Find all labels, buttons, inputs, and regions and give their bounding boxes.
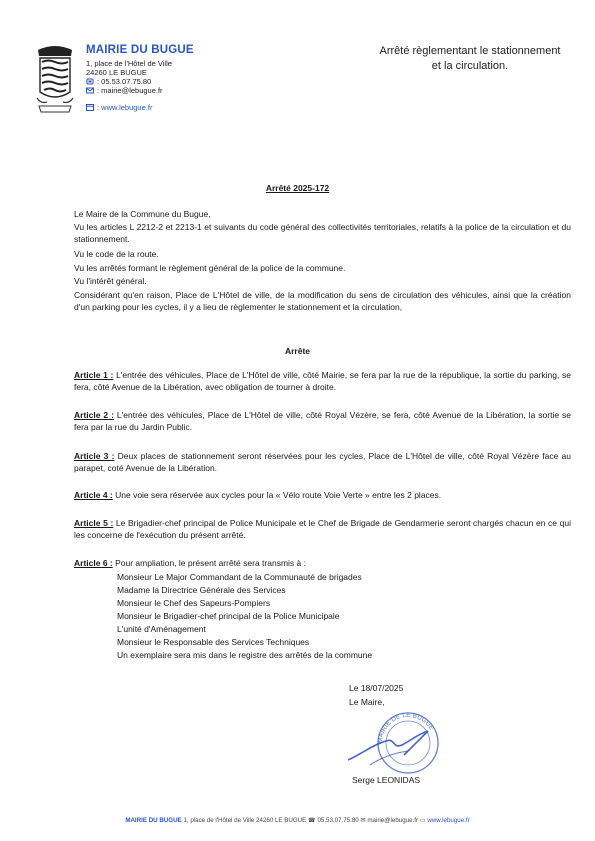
address-line-1: 1, place de l'Hôtel de Ville bbox=[86, 59, 172, 68]
article-1-text: L'entrée des véhicules, Place de L'Hôtel de ville, côté Mairie, se fera par la rue de la république, la sortie du parking, se fera, côté Avenue de la Libération, avec obligation de tourner à droite. bbox=[74, 370, 571, 392]
email-address[interactable]: : mairie@lebugue.fr bbox=[97, 86, 163, 95]
article-3-text: Deux places de stationnement seront réservées pour les cycles, Place de L'Hôtel de ville, côté Royal Vézère face au parapet, coté Avenue de la Libération. bbox=[74, 451, 571, 473]
phone-line bbox=[86, 77, 151, 86]
footer: MAIRIE DU BUGUE 1, place de l'Hôtel de Ville 24260 LE BUGUE ☎ 05.53.07.75.80 ✉ mairie@lebugue.fr ▭ www.lebugue.fr bbox=[125, 817, 470, 824]
footer-brand: MAIRIE DU BUGUE bbox=[125, 817, 182, 824]
document-title-line-1: Arrêté règlementant le stationnement bbox=[379, 45, 561, 57]
phone-icon bbox=[86, 78, 94, 85]
article-3-label: Article 3 : bbox=[74, 451, 115, 461]
recipient-item: Monsieur le Chef des Sapeurs-Pompiers bbox=[117, 598, 271, 608]
signature-role: Le Maire, bbox=[349, 697, 385, 707]
mairie-name: MAIRIE DU BUGUE bbox=[86, 44, 194, 56]
article-2 bbox=[74, 410, 571, 433]
article-5-text: Le Brigadier-chef principal de Police Municipale et le Chef de Brigade de Gendarmerie seront chargés chacun en ce qui les concerne de l'exécution du présent arrêté. bbox=[74, 518, 571, 540]
footer-address: 1, place de l'Hôtel de Ville 24260 LE BUGUE bbox=[183, 817, 307, 824]
recipient-item: Monsieur le Responsable des Services Techniques bbox=[117, 637, 310, 647]
web-icon bbox=[86, 104, 94, 111]
intro-paragraph: Le Maire de la Commune du Bugue, bbox=[74, 209, 211, 219]
article-3 bbox=[74, 451, 571, 474]
recipient-item: Madame la Directrice Générale des Services bbox=[117, 585, 286, 595]
article-4-text: Une voie sera réservée aux cycles pour la « Vélo route Voie Verte » entre les 2 places. bbox=[112, 490, 442, 500]
website-link[interactable]: : www.lebugue.fr bbox=[97, 103, 153, 112]
recipient-item: Monsieur Le Major Commandant de la Communauté de brigades bbox=[117, 572, 362, 582]
intro-paragraph: Vu l'intérêt général. bbox=[74, 276, 147, 286]
article-4-label: Article 4 : bbox=[74, 490, 113, 500]
crest-logo bbox=[33, 42, 77, 118]
article-6 bbox=[74, 558, 571, 570]
article-5 bbox=[74, 518, 571, 541]
article-6-label: Article 6 : bbox=[74, 558, 113, 568]
recipient-item: Un exemplaire sera mis dans le registre des arrêtés de la commune bbox=[117, 650, 373, 660]
article-2-text: L'entrée des véhicules, Place de L'Hôtel de ville, côté Royal Vézère, se fera, côté Avenue de la Libération, la sortie se fera par la rue du Jardin Public. bbox=[74, 410, 571, 432]
recipient-item: Monsieur le Brigadier-chef principal de la Police Municipale bbox=[117, 611, 340, 621]
article-2-label: Article 2 : bbox=[74, 410, 114, 420]
svg-text:MAIRIE DE LE BUGUE bbox=[377, 712, 435, 743]
article-4 bbox=[74, 490, 571, 502]
signature-date: Le 18/07/2025 bbox=[349, 683, 404, 693]
mail-icon bbox=[86, 87, 94, 94]
document-title-line-2: et la circulation. bbox=[431, 60, 509, 72]
intro-paragraph: Vu le code de la route. bbox=[74, 249, 159, 259]
article-1 bbox=[74, 370, 571, 393]
phone-number: : 05.53.07.75.80 bbox=[97, 77, 152, 86]
mayor-stamp bbox=[342, 705, 442, 775]
article-6-text: Pour ampliation, le présent arrêté sera transmis à : bbox=[112, 558, 306, 568]
address-line-2: 24260 LE BUGUE bbox=[86, 68, 147, 77]
footer-website[interactable]: www.lebugue.fr bbox=[427, 817, 470, 824]
article-1-label: Article 1 : bbox=[74, 370, 114, 380]
signatory-name: Serge LEONIDAS bbox=[352, 775, 421, 785]
intro-paragraph: Considérant qu'en raison, Place de L'Hôtel de ville, de la modification du sens de circulation des véhicules, ainsi que la création d'un parking pour les cycles, il y a lieu de règlementer le stationnement et la circulation, bbox=[74, 290, 571, 312]
footer-phone: 05.53.07.75.80 bbox=[317, 817, 359, 824]
arrete-number: Arrêté 2025-172 bbox=[265, 183, 330, 193]
intro-paragraph: Vu les articles L 2212-2 et 2213-1 et suivants du code général des collectivités territoriales, relatifs à la police de la circulation et du stationnement. bbox=[74, 222, 571, 244]
decision-heading: Arrête bbox=[284, 346, 311, 356]
document-title bbox=[372, 44, 568, 74]
article-5-label: Article 5 : bbox=[74, 518, 114, 528]
website-line bbox=[86, 103, 152, 112]
footer-email[interactable]: mairie@lebugue.fr bbox=[367, 817, 419, 824]
email-line bbox=[86, 86, 163, 95]
recipient-item: L'unité d'Aménagement bbox=[117, 624, 206, 634]
intro-paragraph: Vu les arrêtés formant le règlement général de la police de la commune. bbox=[74, 263, 346, 273]
stamp-text: MAIRIE DE LE BUGUE bbox=[376, 711, 435, 744]
